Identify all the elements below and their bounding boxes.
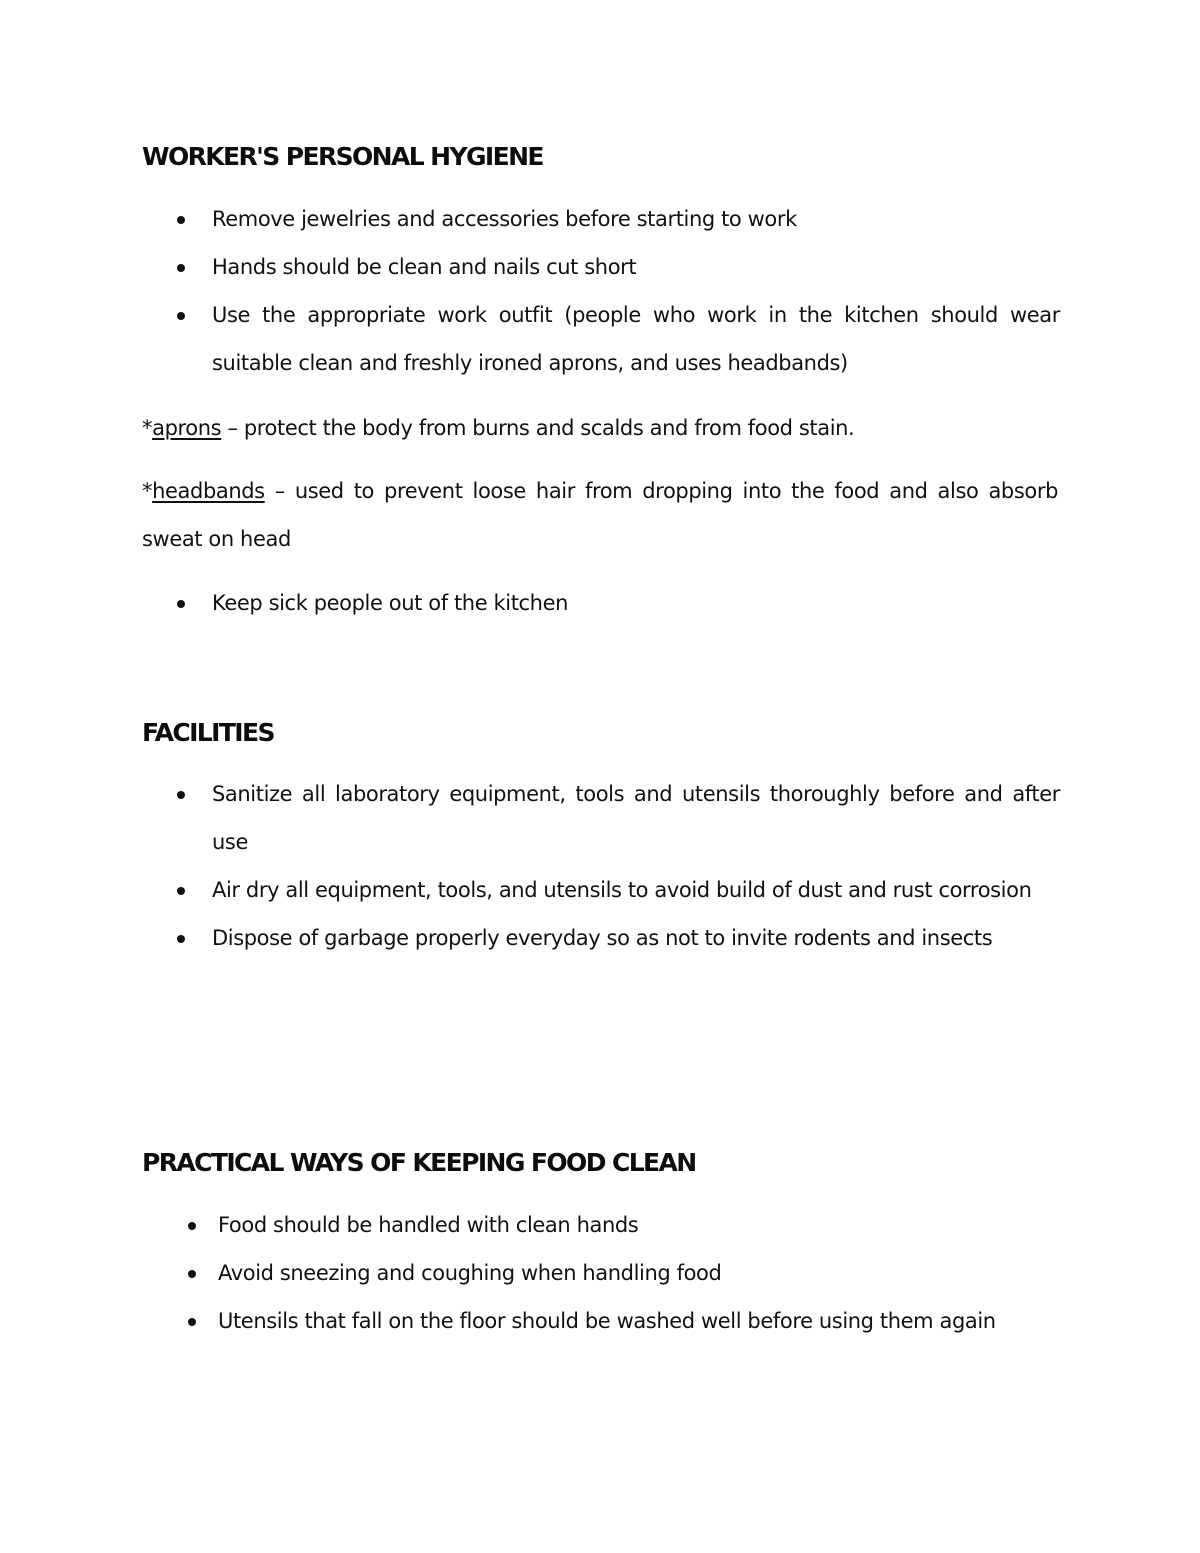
- hygiene-bullet-list: [0, 195, 1060, 387]
- heading-workers-personal-hygiene: WORKER'S PERSONAL HYGIENE: [142, 142, 543, 171]
- heading-facilities: FACILITIES: [142, 718, 274, 747]
- note-text: – used to prevent loose hair from dropping into the food and also absorb sweat on head: [142, 479, 1058, 551]
- note-term-aprons: aprons: [152, 416, 222, 440]
- bullet-icon: [177, 312, 185, 320]
- list-item: [212, 866, 1060, 914]
- list-item-text: Remove jewelries and accessories before starting to work: [212, 207, 797, 231]
- list-item-text: Avoid sneezing and coughing when handling food: [218, 1261, 722, 1285]
- list-item-text: Sanitize all laboratory equipment, tools and utensils thoroughly before and after use: [212, 782, 1060, 854]
- bullet-icon: [188, 1318, 196, 1326]
- note-prefix: *: [142, 479, 153, 503]
- bullet-icon: [177, 791, 185, 799]
- note-headbands: [142, 467, 1058, 563]
- list-item-text: Hands should be clean and nails cut short: [212, 255, 637, 279]
- list-item: [212, 195, 1060, 243]
- bullet-icon: [188, 1270, 196, 1278]
- list-item: [218, 1249, 1060, 1297]
- bullet-icon: [177, 216, 185, 224]
- bullet-icon: [177, 935, 185, 943]
- list-item-text: Dispose of garbage properly everyday so as not to invite rodents and insects: [212, 926, 993, 950]
- bullet-icon: [188, 1222, 196, 1230]
- hygiene-bullet-list-after: [0, 579, 848, 627]
- list-item-text: Air dry all equipment, tools, and utensils to avoid build of dust and rust corrosion: [212, 878, 1032, 902]
- note-prefix: *: [142, 416, 153, 440]
- list-item: [218, 1297, 1060, 1345]
- list-item: [212, 914, 1060, 962]
- list-item-text: Utensils that fall on the floor should be washed well before using them again: [218, 1309, 996, 1333]
- facilities-bullet-list: [0, 770, 1060, 962]
- list-item: [212, 770, 1060, 866]
- list-item-text: Use the appropriate work outfit (people who work in the kitchen should wear suitable clean and freshly ironed aprons, and uses headbands): [212, 303, 1060, 375]
- list-item: [212, 291, 1060, 387]
- list-item-text: Food should be handled with clean hands: [218, 1213, 639, 1237]
- list-item: [212, 243, 1060, 291]
- bullet-icon: [177, 887, 185, 895]
- heading-practical-ways: PRACTICAL WAYS OF KEEPING FOOD CLEAN: [142, 1148, 696, 1177]
- note-aprons: [142, 404, 1058, 452]
- list-item-text: Keep sick people out of the kitchen: [212, 591, 569, 615]
- list-item: [218, 1201, 1060, 1249]
- note-text: – protect the body from burns and scalds and from food stain.: [221, 416, 855, 440]
- list-item: [212, 579, 1060, 627]
- note-term-headbands: headbands: [152, 479, 265, 503]
- bullet-icon: [177, 264, 185, 272]
- practical-bullet-list: [0, 1201, 996, 1345]
- bullet-icon: [177, 600, 185, 608]
